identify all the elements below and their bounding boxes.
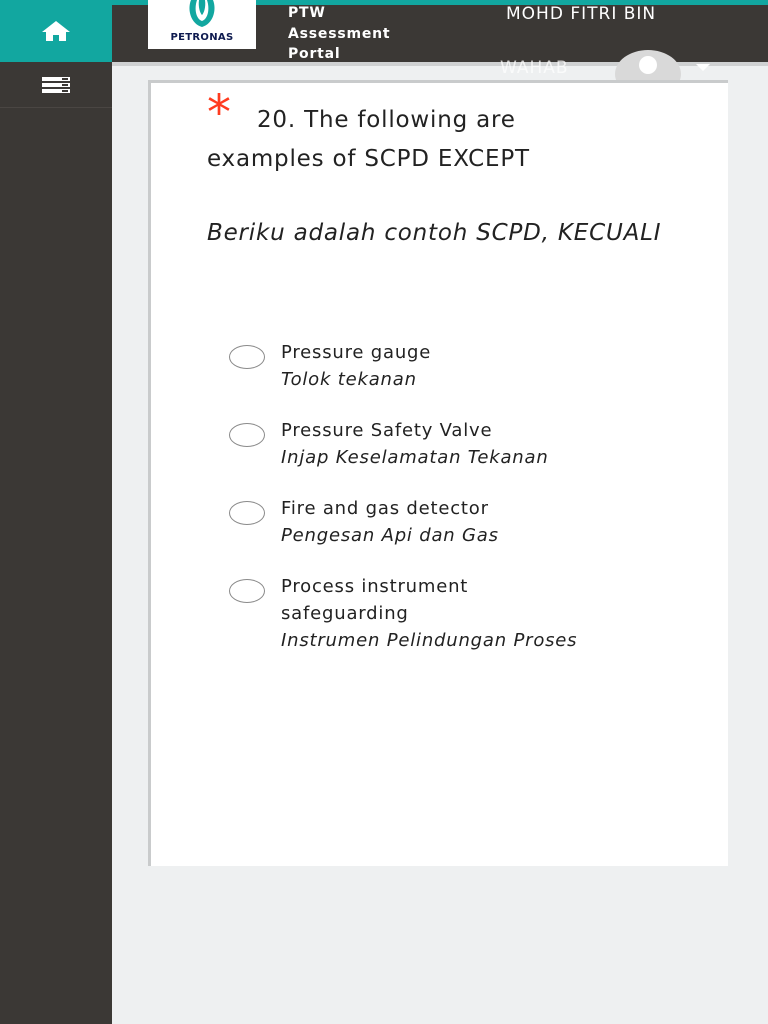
required-marker: * <box>207 85 231 141</box>
petronas-emblem-icon <box>177 0 227 28</box>
option-label-ms: Instrumen Pelindungan Proses <box>281 630 578 651</box>
answer-options <box>229 339 709 678</box>
question-text-ms: Beriku adalah contoh SCPD, KECUALI <box>207 220 662 246</box>
sidebar-home-button[interactable] <box>0 0 112 62</box>
radio-button[interactable] <box>229 579 265 603</box>
option-label-en: Pressure Safety Valve <box>281 420 493 441</box>
option-label-en: Pressure gauge <box>281 342 432 363</box>
sidebar <box>0 0 112 1024</box>
answer-option[interactable] <box>229 573 709 654</box>
portal-title-line: Portal <box>288 46 341 62</box>
option-label-en: Fire and gas detector <box>281 498 489 519</box>
answer-option[interactable] <box>229 339 709 393</box>
option-label-en: Process instrument safeguarding <box>281 576 469 624</box>
answer-option[interactable] <box>229 495 709 549</box>
home-icon <box>41 20 71 42</box>
sidebar-menu-button[interactable] <box>0 62 112 108</box>
radio-button[interactable] <box>229 345 265 369</box>
portal-title-line: Assessment <box>288 25 391 42</box>
logo-text: PETRONAS <box>170 32 234 43</box>
answer-option[interactable] <box>229 417 709 471</box>
option-label-ms: Injap Keselamatan Tekanan <box>281 447 549 468</box>
option-label-ms: Pengesan Api dan Gas <box>281 525 499 546</box>
petronas-logo[interactable] <box>148 0 256 49</box>
list-menu-icon <box>40 76 72 94</box>
radio-button[interactable] <box>229 423 265 447</box>
option-label-ms: Tolok tekanan <box>281 369 417 390</box>
user-name: MOHD FITRI BIN <box>506 4 657 24</box>
portal-title-line: PTW <box>288 5 326 21</box>
question-card <box>148 80 728 866</box>
question-block <box>207 85 707 253</box>
radio-button[interactable] <box>229 501 265 525</box>
user-name-line2: WAHAB <box>500 58 569 78</box>
question-text-en: 20. The following are examples of SCPD EXCEPT <box>207 107 530 172</box>
user-menu-dropdown-icon[interactable] <box>696 64 710 71</box>
portal-title <box>288 3 418 65</box>
